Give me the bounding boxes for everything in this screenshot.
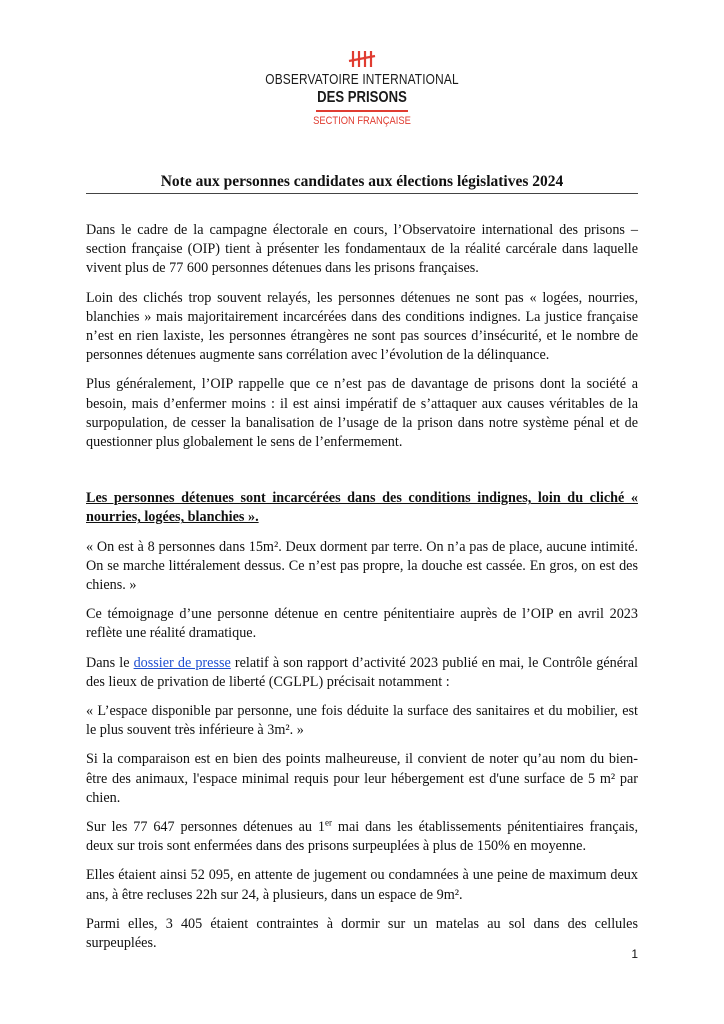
oip-logo	[0, 50, 724, 128]
cglpl-text-before: Dans le	[86, 654, 134, 671]
detainee-quote: « On est à 8 personnes dans 15m². Deux dorment par terre. On n’a pas de place, aucune intimité. On se marche littéralement dessus. Ce n’est pas propre, la douche est cassée. En gros, on est des chiens. »	[86, 538, 638, 594]
mattress-paragraph: Parmi elles, 3 405 étaient contraintes à dormir sur un matelas au sol dans des cellules surpeuplées.	[86, 915, 638, 952]
ordinal-superscript: er	[325, 817, 333, 828]
reclusion-paragraph: Elles étaient ainsi 52 095, en attente de jugement ou condamnées à une peine de maximum deux ans, à être recluses 22h sur 24, à plusieurs, dans un espace de 9m².	[86, 867, 638, 903]
logo-org-name-bold: DES PRISONS	[317, 89, 407, 106]
document-body	[86, 221, 638, 963]
cglpl-quote: « L’espace disponible par personne, une fois déduite la surface des sanitaires et du mobilier, est le plus souvent très inférieure à 3m². »	[86, 703, 638, 739]
title-underline	[86, 193, 638, 194]
document-title: Note aux personnes candidates aux élections législatives 2024	[160, 173, 564, 190]
tally-marks-icon	[347, 50, 377, 68]
press-kit-link[interactable]: dossier de presse	[133, 654, 231, 671]
oip-position-paragraph: Plus généralement, l’OIP rappelle que ce n’est pas de davantage de prisons dont la société a besoin, mais d’enfermer moins : il est ainsi impératif de s’attaquer aux causes véritables de la surpopulation, de cesser la banalisation de l’usage de la prison dans notre système pénal et de questionner plus globalement le sens de l’enfermement.	[86, 376, 638, 451]
animal-comparison-paragraph: Si la comparaison est en bien des points malheureuse, il convient de noter qu’au nom du bien-être des animaux, l'espace minimal requis pour leur hébergement est d'une surface de 5 m² par chien.	[86, 751, 638, 806]
overcrowding-paragraph	[86, 818, 638, 856]
logo-divider	[316, 110, 408, 112]
section-heading: Les personnes détenues sont incarcérées dans des conditions indignes, loin du cliché « nourries, logées, blanchies ».	[86, 490, 638, 526]
cglpl-text-after: relatif à son rapport d’activité 2023 publié en mai, le Contrôle général des lieux de privation de liberté (CGLPL) précisait notamment :	[86, 654, 638, 690]
cliches-paragraph: Loin des clichés trop souvent relayés, les personnes détenues ne sont pas « logées, nourries, blanchies » mais majoritairement incarcérées dans des conditions indignes. La justice française n’est en rien laxiste, les personnes étrangères ne sont pas sources d’insécurité, et le nombre de personnes détenues augmente sans corrélation avec l’évolution de la délinquance.	[86, 289, 638, 364]
overcrowding-text-after: mai dans les établissements pénitentiaires français, deux sur trois sont enfermées dans des prisons surpeuplées à plus de 150% en moyenne.	[86, 819, 638, 855]
intro-paragraph: Dans le cadre de la campagne électorale en cours, l’Observatoire international des prisons – section française (OIP) tient à présenter les fondamentaux de la réalité carcérale dans laquelle vivent plus de 77 600 personnes détenues dans les prisons françaises.	[86, 222, 638, 277]
cglpl-paragraph	[86, 654, 638, 692]
logo-section-name: SECTION FRANÇAISE	[313, 115, 411, 127]
logo-org-name: OBSERVATOIRE INTERNATIONAL	[265, 72, 459, 88]
overcrowding-text-before: Sur les 77 647 personnes détenues au 1	[86, 819, 326, 836]
page-number: 1	[631, 947, 638, 961]
section-spacer	[86, 462, 638, 489]
testimony-paragraph: Ce témoignage d’une personne détenue en centre pénitentiaire auprès de l’OIP en avril 2023 reflète une réalité dramatique.	[86, 606, 638, 642]
